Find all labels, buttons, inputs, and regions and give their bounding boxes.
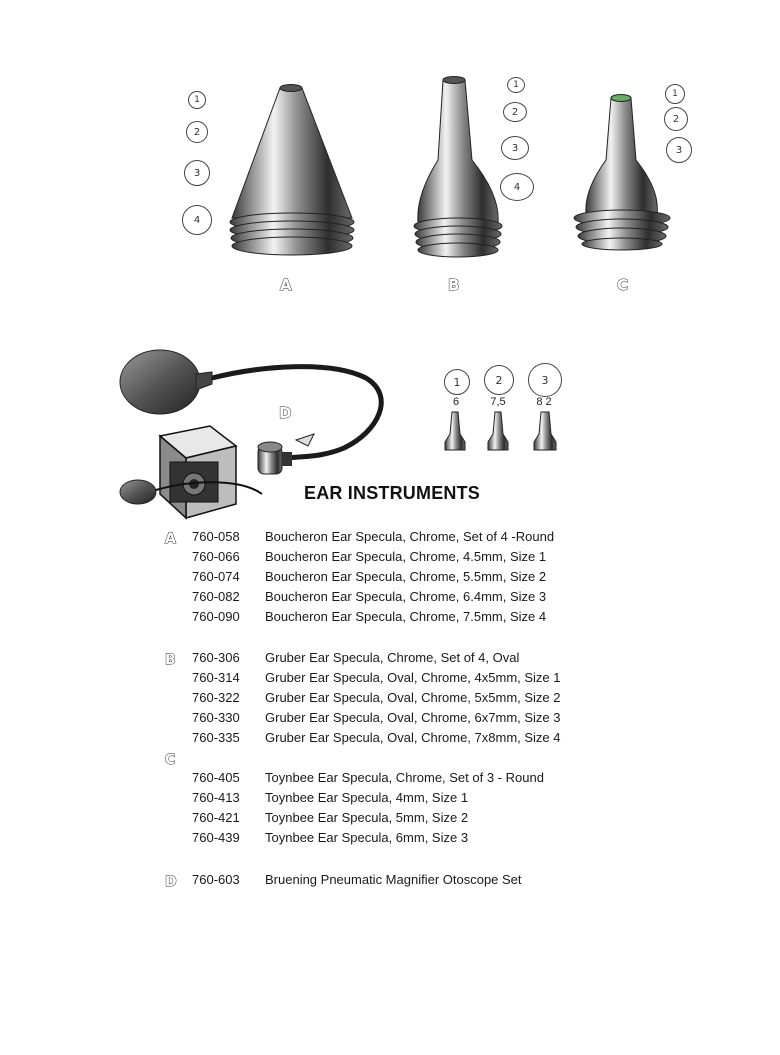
item-description: Toynbee Ear Specula, Chrome, Set of 3 - Round bbox=[265, 770, 544, 785]
speculum-c-drawing bbox=[574, 95, 670, 251]
item-description: Gruber Ear Specula, Chrome, Set of 4, Oval bbox=[265, 650, 520, 665]
size-marker-b1: 1 bbox=[507, 77, 525, 93]
page-title: EAR INSTRUMENTS bbox=[304, 483, 481, 503]
item-description: Toynbee Ear Specula, 6mm, Size 3 bbox=[265, 830, 469, 845]
item-description: Boucheron Ear Specula, Chrome, 5.5mm, Size 2 bbox=[265, 569, 547, 584]
tip-marker-3: 3 bbox=[528, 363, 562, 397]
item-description: Toynbee Ear Specula, 5mm, Size 2 bbox=[265, 810, 469, 825]
speculum-c-label: C bbox=[617, 276, 629, 294]
item-code: 760-074 bbox=[192, 569, 240, 584]
size-marker-a4: 4 bbox=[182, 205, 212, 235]
tip-marker-1: 1 bbox=[444, 369, 470, 395]
speculum-b-drawing bbox=[414, 77, 502, 258]
item-description: Boucheron Ear Specula, Chrome, Set of 4 -Round bbox=[265, 529, 555, 544]
tip-size-2: 7,5 bbox=[490, 396, 506, 408]
section-letter-a: A bbox=[165, 531, 176, 547]
size-marker-c1: 1 bbox=[665, 84, 685, 104]
section-letter-c: C bbox=[165, 752, 176, 768]
item-description: Boucheron Ear Specula, Chrome, 7.5mm, Size 4 bbox=[265, 609, 547, 624]
item-code: 760-603 bbox=[192, 872, 240, 887]
item-description: Toynbee Ear Specula, 4mm, Size 1 bbox=[265, 790, 469, 805]
speculum-b-label: B bbox=[448, 276, 460, 294]
item-code: 760-421 bbox=[192, 810, 240, 825]
speculum-a-label: A bbox=[280, 276, 292, 294]
item-description: Bruening Pneumatic Magnifier Otoscope Set bbox=[265, 872, 522, 887]
item-description: Gruber Ear Specula, Oval, Chrome, 7x8mm, Size 4 bbox=[265, 730, 561, 745]
item-description: Gruber Ear Specula, Oval, Chrome, 4x5mm, Size 1 bbox=[265, 670, 561, 685]
item-code: 760-314 bbox=[192, 670, 240, 685]
section-letter-b: B bbox=[165, 652, 176, 668]
tip-marker-2: 2 bbox=[484, 365, 514, 395]
item-description: Gruber Ear Specula, Oval, Chrome, 5x5mm, Size 2 bbox=[265, 690, 561, 705]
otoscope-label: D bbox=[279, 404, 292, 422]
instrument-illustrations bbox=[0, 0, 780, 520]
size-marker-a3: 3 bbox=[184, 160, 210, 186]
item-code: 760-082 bbox=[192, 589, 240, 604]
speculum-a-drawing bbox=[230, 85, 354, 256]
item-description: Gruber Ear Specula, Oval, Chrome, 6x7mm, Size 3 bbox=[265, 710, 561, 725]
size-marker-b4: 4 bbox=[500, 173, 534, 201]
item-code: 760-439 bbox=[192, 830, 240, 845]
item-description: Boucheron Ear Specula, Chrome, 4.5mm, Size 1 bbox=[265, 549, 547, 564]
item-code: 760-066 bbox=[192, 549, 240, 564]
item-code: 760-330 bbox=[192, 710, 240, 725]
item-code: 760-405 bbox=[192, 770, 240, 785]
item-description: Boucheron Ear Specula, Chrome, 6.4mm, Size 3 bbox=[265, 589, 547, 604]
size-marker-a2: 2 bbox=[186, 121, 208, 143]
size-marker-c2: 2 bbox=[664, 107, 688, 131]
size-marker-b2: 2 bbox=[503, 102, 527, 122]
item-code: 760-335 bbox=[192, 730, 240, 745]
tip-size-1: 6 bbox=[452, 396, 460, 408]
size-marker-c3: 3 bbox=[666, 137, 692, 163]
item-code: 760-413 bbox=[192, 790, 240, 805]
item-code: 760-306 bbox=[192, 650, 240, 665]
size-marker-b3: 3 bbox=[501, 136, 529, 160]
item-code: 760-322 bbox=[192, 690, 240, 705]
tip-size-3: 8 2 bbox=[536, 396, 552, 408]
size-marker-a1: 1 bbox=[188, 91, 206, 109]
otoscope-tips-drawing bbox=[445, 412, 556, 450]
section-letter-d: D bbox=[165, 874, 177, 890]
item-code: 760-090 bbox=[192, 609, 240, 624]
item-code: 760-058 bbox=[192, 529, 240, 544]
